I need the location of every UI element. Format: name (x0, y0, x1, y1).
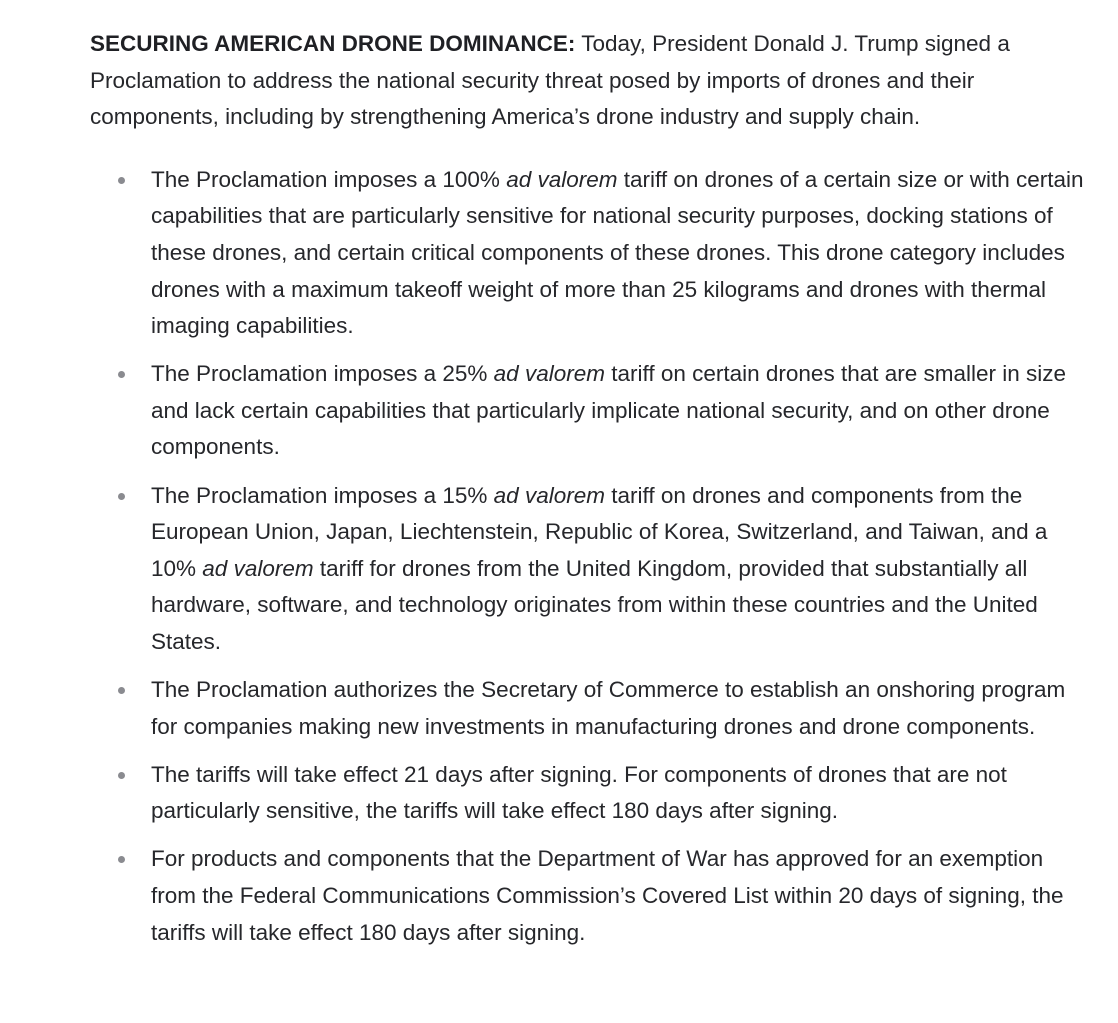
intro-text: Today, President Donald J. Trump signed a Proclamation to address the national security threat posed by imports of drones and their components, including by strengthening America’s drone industry and supply chain. (90, 31, 1010, 130)
list-item (90, 356, 1090, 466)
bullet-dot-icon (118, 177, 125, 184)
article-body (90, 26, 1090, 963)
list-item-emphasis: ad valorem (506, 166, 618, 192)
bullet-dot-icon (118, 856, 125, 863)
bullet-dot-icon (118, 493, 125, 500)
list-item-text: The tariffs will take effect 21 days after signing. For components of drones that are not particularly sensitive, the tariffs will take effect 180 days after signing. (151, 761, 1007, 824)
list-item (90, 162, 1090, 345)
intro-paragraph (90, 26, 1090, 136)
list-item-text: The Proclamation imposes a 100% (151, 166, 507, 192)
list-item-text: tariff on drones and components from the European Union, Japan, Liechtenstein, Republic of Korea, Switzerland, and Taiwan, and a 10% (151, 482, 1048, 581)
section-heading: SECURING AMERICAN DRONE DOMINANCE: (90, 31, 576, 56)
bullet-dot-icon (118, 772, 125, 779)
list-item-text: tariff on drones of a certain size or with certain capabilities that are particularly sensitive for national security purposes, docking stations of these drones, and certain critical components of these drones. This drone category includes drones with a maximum takeoff weight of more than 25 kilograms and drones with thermal imaging capabilities. (151, 166, 1084, 339)
list-item (90, 672, 1090, 745)
list-item-text: The Proclamation imposes a 15% (151, 482, 494, 508)
bullet-dot-icon (118, 687, 125, 694)
list-item (90, 757, 1090, 830)
list-item-emphasis: ad valorem (202, 555, 314, 581)
list-item (90, 841, 1090, 951)
list-item-text: tariff on certain drones that are smaller in size and lack certain capabilities that particularly implicate national security, and on other drone components. (151, 361, 1067, 460)
list-item-text: For products and components that the Department of War has approved for an exemption from the Federal Communications Commission’s Covered List within 20 days of signing, the tariffs will take effect 180 days after signing. (151, 846, 1064, 945)
list-item-text: The Proclamation authorizes the Secretary of Commerce to establish an onshoring program for companies making new investments in manufacturing drones and drone components. (151, 677, 1066, 739)
list-item-text: tariff for drones from the United Kingdom, provided that substantially all hardware, software, and technology originates from within these countries and the United States. (151, 555, 1038, 654)
list-item-text: The Proclamation imposes a 25% (151, 361, 494, 387)
list-item-emphasis: ad valorem (493, 482, 605, 508)
fact-list (90, 162, 1090, 951)
list-item-emphasis: ad valorem (493, 361, 605, 387)
bullet-dot-icon (118, 371, 125, 378)
list-item (90, 478, 1090, 661)
